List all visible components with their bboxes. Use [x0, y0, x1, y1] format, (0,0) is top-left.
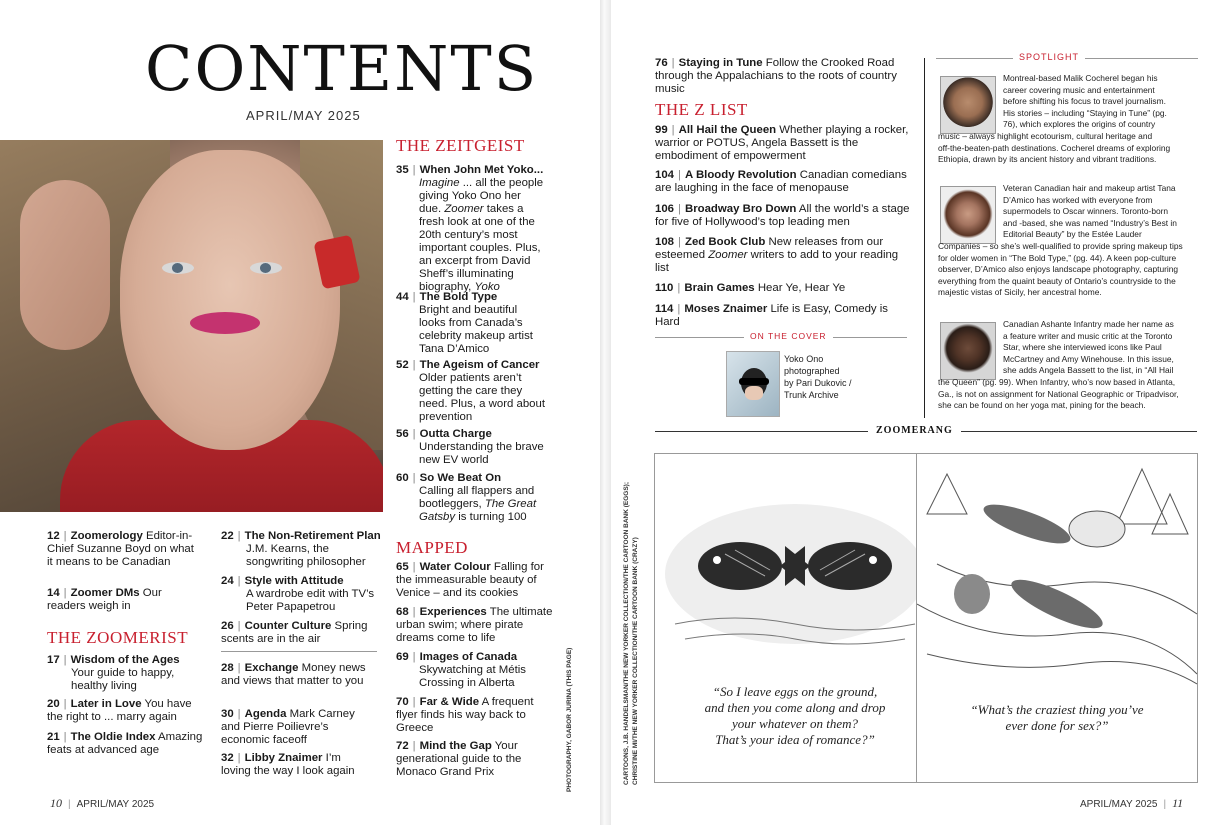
contributor-bio-infantry-cont: the Queen” (pg. 99). When Infantry, who’s now based in Atlanta, Ga., is not on assignment for National Geographic or Tripadvisor, she can be found on her yoga mat, pining for the beach.: [938, 377, 1179, 410]
toc-entry[interactable]: 60 | So We Beat On Calling all flappers and bootleggers, The Great Gatsby is turning 100: [396, 472, 537, 523]
toc-entry[interactable]: 12 | Zoomerology Editor-in-Chief Suzanne Boyd on what it means to be Canadian: [47, 530, 194, 568]
divider: [221, 651, 377, 652]
contributor-bio-infantry: Canadian Ashante Infantry made her name as a feature writer and music critic at the Toronto Star, where she interviewed icons like Paul McCartney and Amy Winehouse. In this issue, she adds Angela Bassett to the list, in “All Hail: [1003, 319, 1174, 375]
spine-gutter: [600, 0, 611, 825]
toc-entry[interactable]: 108 | Zed Book Club New releases from our esteemed Zoomer writers to add to your reading list: [655, 236, 899, 274]
photo-credit: PHOTOGRAPHY, GABOR JURINA (THIS PAGE): [566, 647, 573, 792]
toc-entry[interactable]: 56 | Outta Charge Understanding the brave new EV world: [396, 428, 544, 466]
toc-entry[interactable]: 52 | The Ageism of Cancer Older patients aren’t getting the care they need. Plus, a word about prevention: [396, 359, 546, 423]
section-heading-z-list: THE Z LIST: [655, 100, 748, 119]
left-page: [0, 0, 600, 825]
toc-entry[interactable]: 28 | Exchange Money news and views that matter to you: [221, 662, 366, 687]
toc-entry[interactable]: 30 | Agenda Mark Carney and Pierre Poilievre’s economic faceoff: [221, 708, 355, 746]
zoomerang-label: ZOOMERANG: [868, 425, 961, 436]
toc-entry[interactable]: 70 | Far & Wide A frequent flyer finds his way back to Greece: [396, 696, 534, 734]
contributor-bio-damico: Veteran Canadian hair and makeup artist Tana D’Amico has worked with everyone from supermodels to Oscar winners. Toronto-born and -based, she was named “Industry’s Best in Editorial Beauty” by the Estée Lauder: [1003, 183, 1177, 239]
toc-entry[interactable]: 76 | Staying in Tune Follow the Crooked Road through the Appalachians to the roots of country music: [655, 57, 897, 95]
toc-entry[interactable]: 106 | Broadway Bro Down All the world’s a stage for five of Hollywood’s top leading men: [655, 203, 910, 228]
page-folio-right: APRIL/MAY 2025 | 11: [1080, 796, 1184, 810]
contributor-photo-infantry: [940, 322, 996, 380]
cartoon-crazy-caption: “What’s the craziest thing you’ve ever done for sex?”: [970, 702, 1144, 733]
toc-entry[interactable]: 99 | All Hail the Queen Whether playing a rocker, warrior or POTUS, Angela Bassett is the embodiment of empowerment: [655, 124, 909, 162]
toc-entry[interactable]: 20 | Later in Love You have the right to ... marry again: [47, 698, 192, 723]
toc-entry[interactable]: 21 | The Oldie Index Amazing feats at advanced age: [47, 731, 203, 756]
cartoon-salmon-illustration: [917, 454, 1197, 699]
issue-date: APRIL/MAY 2025: [246, 108, 361, 123]
cartoon-crazy[interactable]: [916, 453, 1198, 783]
cover-thumbnail[interactable]: [726, 351, 780, 417]
contributor-photo-damico: [940, 186, 996, 244]
spotlight-label: SPOTLIGHT: [1013, 52, 1085, 62]
toc-entry[interactable]: 14 | Zoomer DMs Our readers weigh in: [47, 587, 162, 612]
page-title: CONTENTS: [145, 32, 539, 105]
toc-entry[interactable]: 72 | Mind the Gap Your generational guide to the Monaco Grand Prix: [396, 740, 522, 778]
cartoon-credit-1: CARTOONS, J.B. HANDELSMAN/THE NEW YORKER COLLECTION/THE CARTOON BANK (EGGS);: [623, 482, 630, 785]
toc-entry[interactable]: 35 | When John Met Yoko... Imagine ... all the people giving Yoko Ono her due. Zoomer takes a fresh look at one of the 20th century’s most important couples. Plus, an excerpt from David Sheff’s illuminating biography, Yoko: [396, 164, 544, 293]
section-heading-zoomerist: THE ZOOMERIST: [47, 628, 189, 647]
toc-entry[interactable]: 65 | Water Colour Falling for the immeasurable beauty of Venice – and its cookies: [396, 561, 544, 599]
cartoon-credit-2: CHRISTINE MI/THE NEW YORKER COLLECTION/THE CARTOON BANK (CRAZY): [632, 537, 639, 785]
on-the-cover-label: ON THE COVER: [744, 331, 833, 341]
toc-entry[interactable]: 114 | Moses Znaimer Life is Easy, Comedy is Hard: [655, 303, 889, 328]
section-heading-zeitgeist: THE ZEITGEIST: [396, 136, 525, 155]
toc-entry[interactable]: 32 | Libby Znaimer I’m loving the way I look again: [221, 752, 355, 777]
contributor-bio-cocherel-cont: music – always highlight ecotourism, cultural heritage and off-the-beaten-path destinations. Cocherel dreams of exploring Ethiopia, drawn by its ancient history and vibrant traditions.: [938, 131, 1171, 164]
cartoon-eggs[interactable]: [654, 453, 936, 783]
toc-entry[interactable]: 22 | The Non-Retirement Plan J.M. Kearns, the songwriting philosopher: [221, 530, 381, 568]
cover-caption: Yoko Ono photographed by Pari Dukovic / Trunk Archive: [784, 354, 852, 400]
toc-entry[interactable]: 26 | Counter Culture Spring scents are in the air: [221, 620, 368, 645]
cartoon-fish-illustration: [655, 454, 935, 684]
contributor-bio-cocherel: Montreal-based Malik Cocherel began his career covering music and entertainment before shifting his focus to travel journalism. His stories – including “Staying in Tune” (pg. 76), which explores the origins of country: [1003, 73, 1167, 129]
toc-entry[interactable]: 44 | The Bold Type Bright and beautiful looks from Canada’s celebrity makeup artist Tana D’Amico: [396, 291, 533, 355]
contributor-photo-cocherel: [940, 76, 996, 134]
cover-portrait-photo: [0, 140, 383, 512]
toc-entry[interactable]: 17 | Wisdom of the Ages Your guide to happy, healthy living: [47, 654, 180, 692]
toc-entry[interactable]: 24 | Style with Attitude A wardrobe edit with TV’s Peter Papapetrou: [221, 575, 375, 613]
toc-entry[interactable]: 104 | A Bloody Revolution Canadian comedians are laughing in the face of menopause: [655, 169, 907, 194]
toc-entry[interactable]: 110 | Brain Games Hear Ye, Hear Ye: [655, 282, 846, 294]
toc-entry[interactable]: 69 | Images of Canada Skywatching at Métis Crossing in Alberta: [396, 651, 526, 689]
section-heading-mapped: MAPPED: [396, 538, 468, 557]
cartoon-eggs-caption: “So I leave eggs on the ground, and then you come along and drop your whatever on them? That’s your idea of romance?”: [704, 684, 886, 747]
spotlight-border: [924, 58, 925, 418]
page-folio-left: 10 | APRIL/MAY 2025: [50, 796, 155, 810]
contributor-bio-damico-cont: Companies – so she’s well-qualified to provide spring makeup tips for older women in “The Bold Type,” (pg. 44). A keen pop-culture observer, D’Amico also enjoys landscape photography, capturing everything from the quaint beauty of Ontario’s countryside to the majestic vistas of Sicily, her ancestral home.: [938, 241, 1183, 297]
toc-entry[interactable]: 68 | Experiences The ultimate urban swim; where pirate dreams come to life: [396, 606, 553, 644]
